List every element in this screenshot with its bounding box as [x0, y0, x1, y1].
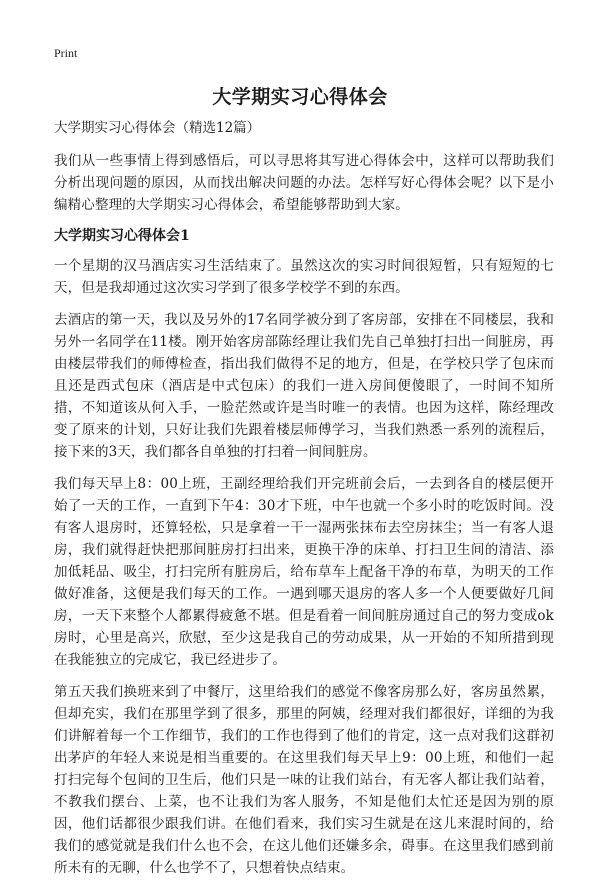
article-subtitle: 大学期实习心得体会（精选12篇）: [54, 120, 261, 136]
body-paragraph: 第五天我们换班来到了中餐厅，这里给我们的感觉不像客房那么好，客房虽然累，但却充实，我们在那里学到了很多，那里的阿姨，经理对我们都很好，详细的为我们讲解着每一个工作细节，我们的工作也得到了他们的肯定，这一点对我们这群初出茅庐的年轻人来说是相当重要的。在这里我们每天早上9：00上班，和他们一起打扫完每个包间的卫生后，他们只是一味的让我们站台，有无客人都让我们站着，不教我们摆台、上菜，也不让我们为客人服务，不知是他们太忙还是因为别的原因，他们话都很少跟我们讲。在他们看来，我们实习生就是在这儿来混时间的，给我们的感觉就是我们什么也不会，在这儿他们还嫌多余，碍事。在这里我们感到前所未有的无聊，什么也学不了，只想着快点结束。: [54, 684, 554, 876]
body-paragraph: 一个星期的汉马酒店实习生活结束了。虽然这次的实习时间很短暂，只有短短的七天，但是我却通过这次实习学到了很多学校学不到的东西。: [54, 258, 554, 296]
body-paragraph: 去酒店的第一天，我以及另外的17名同学被分到了客房部，安排在不同楼层，我和另外一名同学在11楼。刚开始客房部陈经理让我们先自己单独打扫出一间脏房，再由楼层带我们的师傅检查，指出我们做得不足的地方，但是，在学校只学了包床而且还是西式包床（酒店是中式包床）的我们一进入房间便傻眼了，一时间不知所措，不知道该从何入手，一脸茫然或许是当时唯一的表情。也因为这样，陈经理改变了原来的计划，只好让我们先跟着楼层师傅学习，当我们熟悉一系列的流程后，接下来的3天，我们都各自单独的打扫着一间间脏房。: [54, 312, 554, 460]
intro-paragraph: 我们从一些事情上得到感悟后，可以寻思将其写进心得体会中，这样可以帮助我们分析出现问题的原因，从而找出解决问题的办法。怎样写好心得体会呢？以下是小编精心整理的大学期实习心得体会，希望能够帮助到大家。: [54, 153, 554, 213]
print-link[interactable]: Print: [54, 46, 78, 60]
page-title: 大学期实习心得体会: [212, 86, 388, 108]
body-paragraph: 我们每天早上8：00上班，王副经理给我们开完班前会后，一去到各自的楼层便开始了一天的工作，一直到下午4：30才下班，中午也就一个多小时的吃饭时间。没有客人退房时，还算轻松，只是拿着一干一湿两张抹布去空房抹尘；当一有客人退房，我们就得赶快把那间脏房打扫出来，更换干净的床单、打扫卫生间的清洁、添加低耗品、吸尘，打扫完所有脏房后，给布草车上配备干净的布草，为明天的工作做好准备，这便是我们每天的工作。一遇到哪天退房的客人多一个人便要做好几间房，一天下来整个人都累得疲惫不堪。但是看着一间间脏房通过自己的努力变成ok房时，心里是高兴，欣慰，至少这是我自己的劳动成果，从一开始的不知所措到现在我能独立的完成它，我已经进步了。: [54, 476, 554, 668]
section-heading: 大学期实习心得体会1: [54, 228, 190, 244]
article-body: [54, 118, 554, 889]
